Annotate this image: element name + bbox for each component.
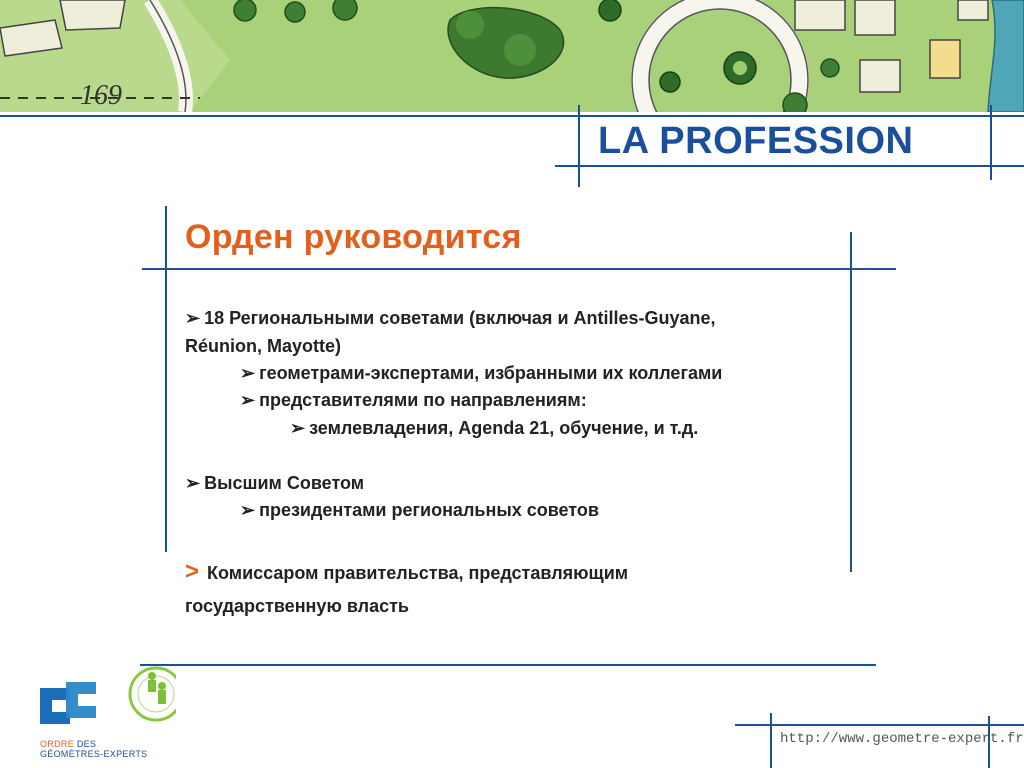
- footer-rule-top: [735, 724, 1024, 726]
- logo-caption: ORDRE DES GÉOMÈTRES-EXPERTS: [40, 739, 148, 759]
- content-rule-bottom: [140, 664, 876, 666]
- list-item-commissioner: > Комиссаром правительства, представляющим: [185, 558, 629, 585]
- list-subitem-representatives: ➢ представителями по направлениям:: [240, 390, 587, 410]
- header-rule-top: [0, 115, 1024, 117]
- website-link[interactable]: http://www.geometre-expert.fr: [780, 731, 1024, 747]
- header-rule-left: [578, 105, 580, 187]
- header-rule-right: [990, 105, 992, 180]
- parcel-label: 169: [80, 80, 122, 111]
- header-rule-bottom: [555, 165, 1024, 167]
- list-item-regional-councils: ➢ 18 Региональными советами (включая и Antilles-Guyane,: [185, 308, 716, 328]
- list-subsubitem-directions: ➢ землевладения, Agenda 21, обучение, и т.д.: [290, 418, 699, 438]
- arrow-bullet-icon: ➢: [290, 418, 306, 438]
- content-rule-right: [850, 232, 852, 572]
- orange-arrow-icon: >: [185, 558, 200, 585]
- title-underline: [142, 268, 896, 270]
- map-banner-image: [0, 0, 1024, 112]
- arrow-bullet-icon: ➢: [240, 500, 256, 520]
- list-item-supreme-council: ➢ Высшим Советом: [185, 473, 365, 493]
- arrow-bullet-icon: ➢: [240, 390, 256, 410]
- list-subitem-presidents: ➢ президентами региональных советов: [240, 500, 599, 520]
- footer-rule-left: [770, 713, 772, 768]
- list-subitem-geometres: ➢ геометрами-экспертами, избранными их коллегами: [240, 363, 723, 383]
- list-item-continuation: Réunion, Mayotte): [185, 336, 341, 356]
- slide-title: Орден руководится: [185, 218, 522, 256]
- arrow-bullet-icon: ➢: [185, 308, 201, 328]
- section-title: LA PROFESSION: [598, 120, 914, 162]
- list-item-continuation: государственную власть: [185, 596, 409, 616]
- content-rule-left: [165, 206, 167, 552]
- arrow-bullet-icon: ➢: [240, 363, 256, 383]
- arrow-bullet-icon: ➢: [185, 473, 201, 493]
